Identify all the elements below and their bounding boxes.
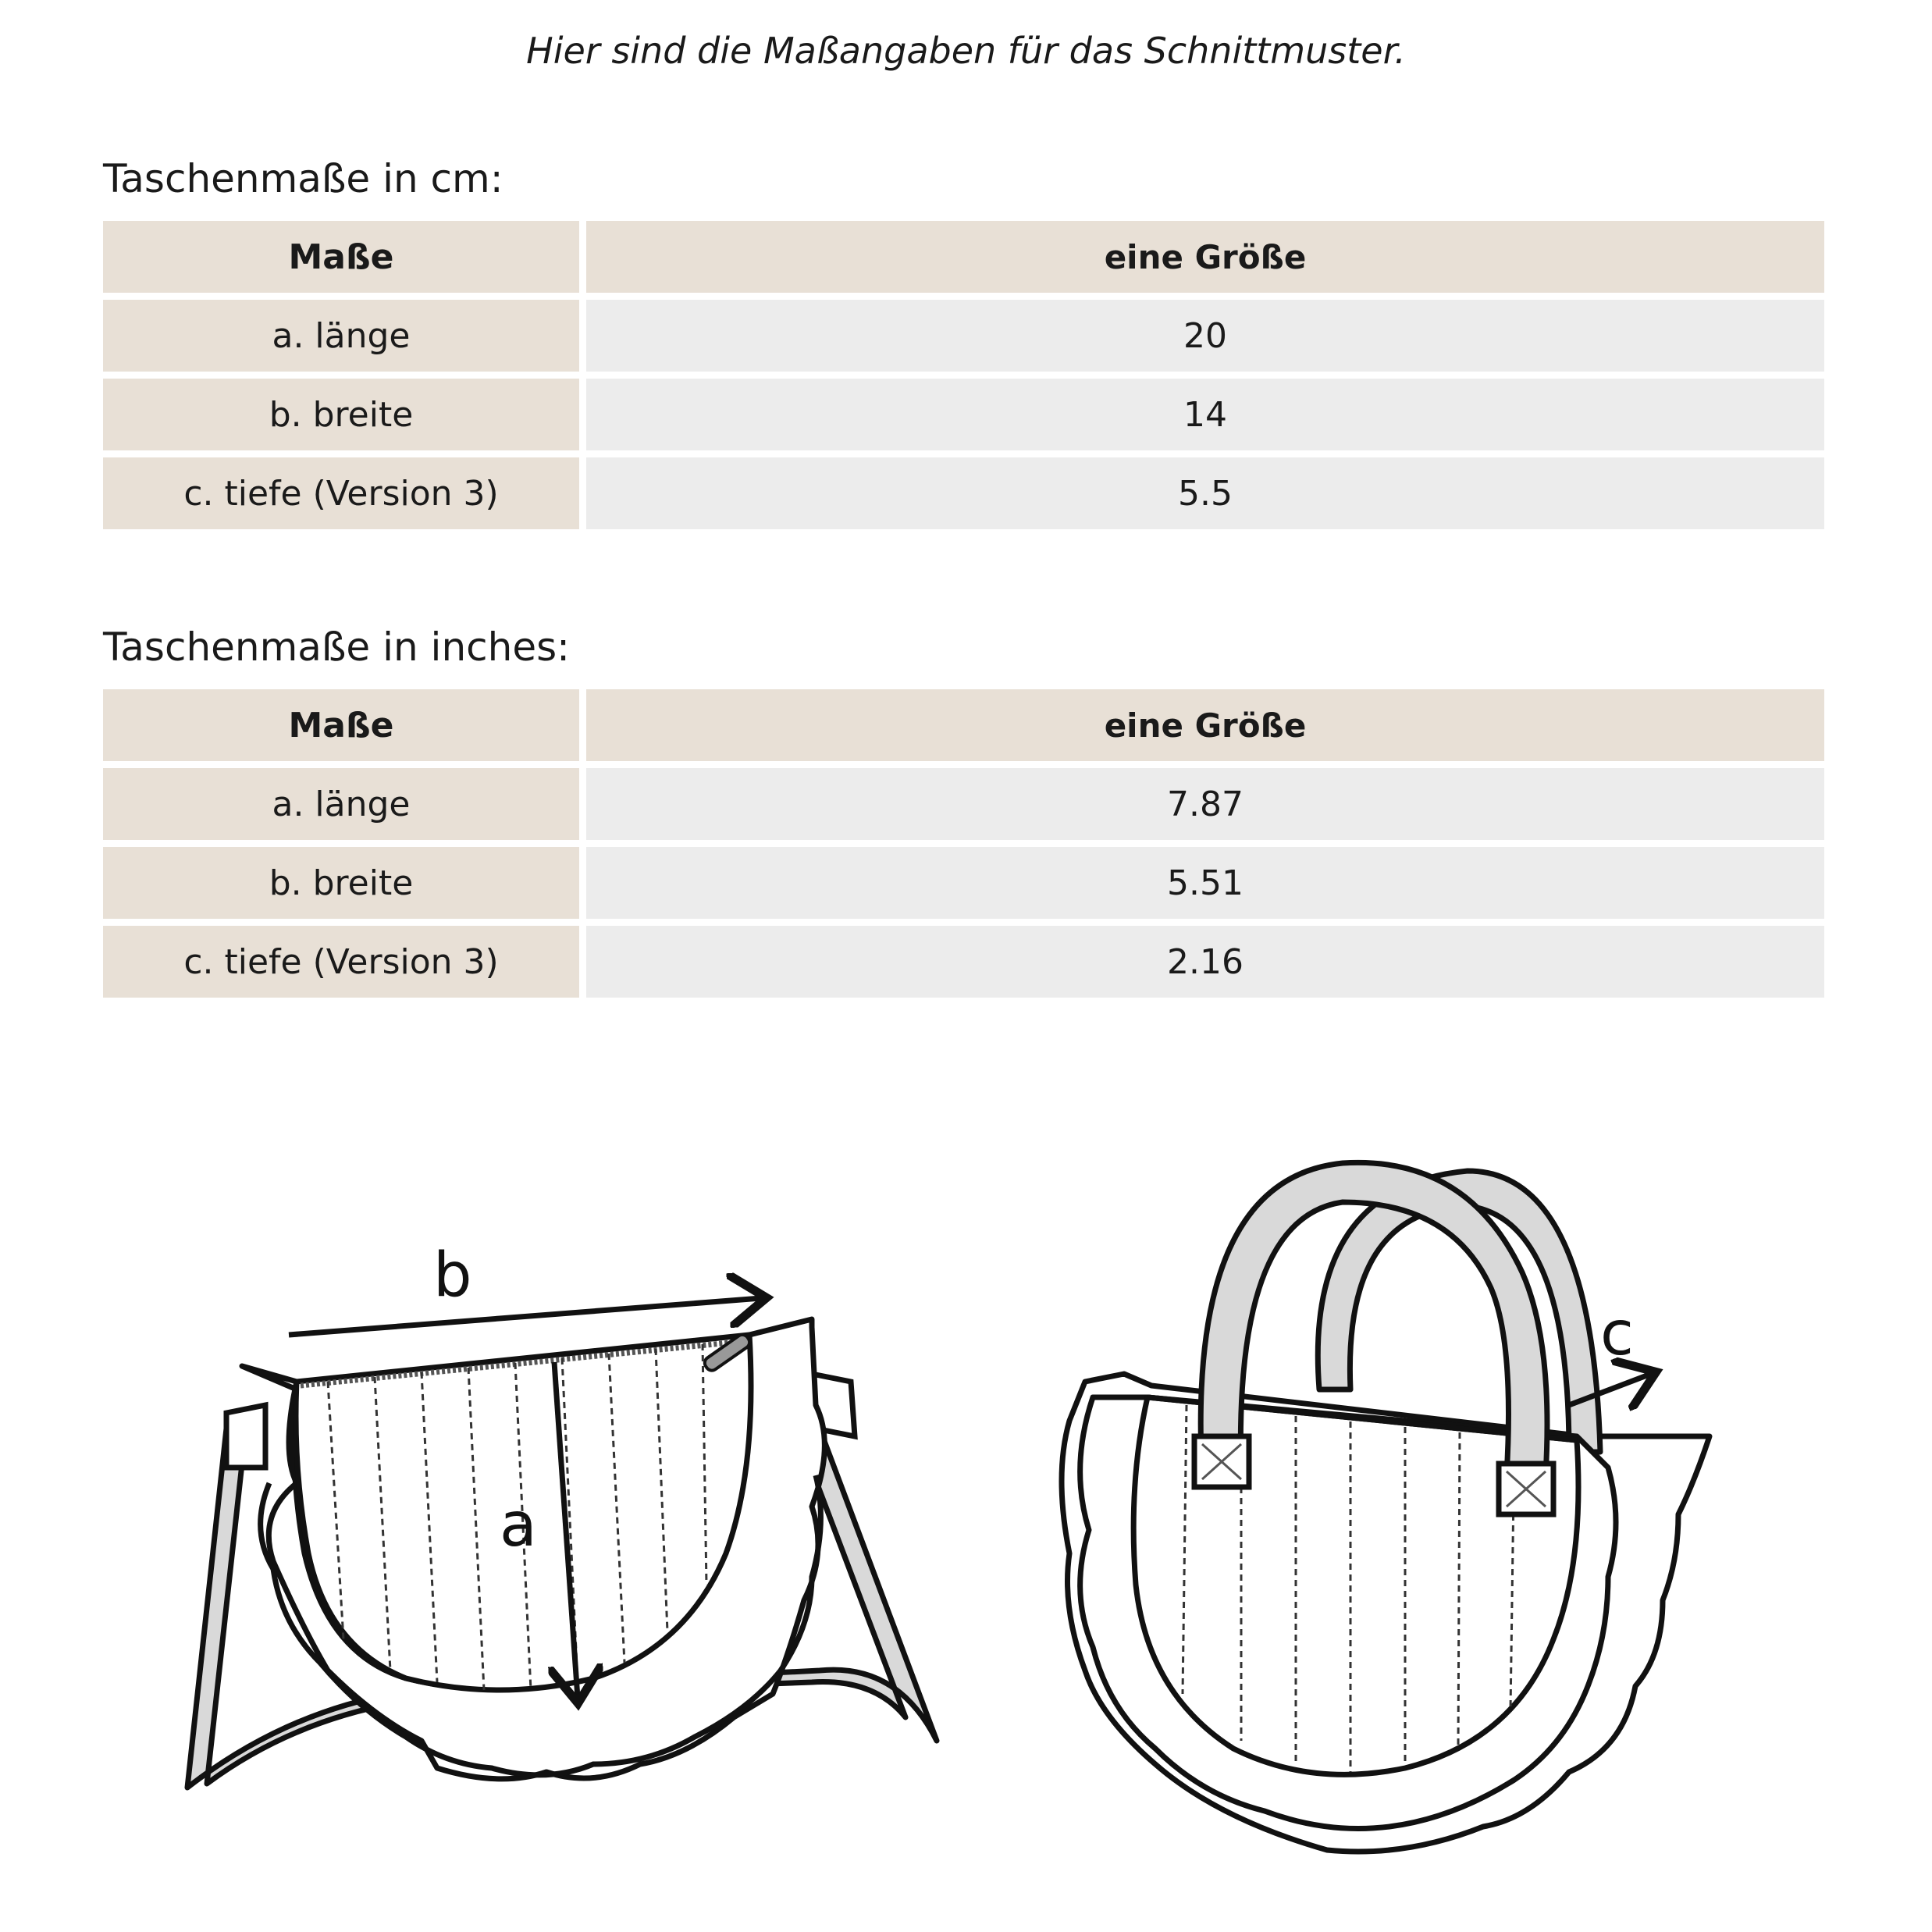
row-value: 2.16 xyxy=(586,926,1824,998)
row-label: c. tiefe (Version 3) xyxy=(103,457,579,529)
crossbody-bag-drawing xyxy=(187,1298,937,1788)
strap-connector-left xyxy=(226,1405,265,1468)
row-label: b. breite xyxy=(103,379,579,450)
table-cm-title: Taschenmaße in cm: xyxy=(103,156,503,201)
handbag-drawing xyxy=(1062,1162,1710,1852)
header-size: eine Größe xyxy=(586,221,1824,293)
label-b: b xyxy=(433,1240,472,1311)
row-label: b. breite xyxy=(103,847,579,919)
row-label: a. länge xyxy=(103,300,579,372)
header-masse: Maße xyxy=(103,221,579,293)
header-masse: Maße xyxy=(103,689,579,761)
arrow-b xyxy=(289,1298,761,1335)
row-value: 5.5 xyxy=(586,457,1824,529)
row-label: c. tiefe (Version 3) xyxy=(103,926,579,998)
header-size: eine Größe xyxy=(586,689,1824,761)
row-value: 20 xyxy=(586,300,1824,372)
row-value: 7.87 xyxy=(586,768,1824,840)
table-inches-title: Taschenmaße in inches: xyxy=(103,624,570,670)
intro-text: Hier sind die Maßangaben für das Schnittmuster. xyxy=(526,30,1406,72)
row-value: 5.51 xyxy=(586,847,1824,919)
label-a: a xyxy=(500,1490,537,1560)
row-label: a. länge xyxy=(103,768,579,840)
label-c: c xyxy=(1600,1299,1634,1369)
row-value: 14 xyxy=(586,379,1824,450)
